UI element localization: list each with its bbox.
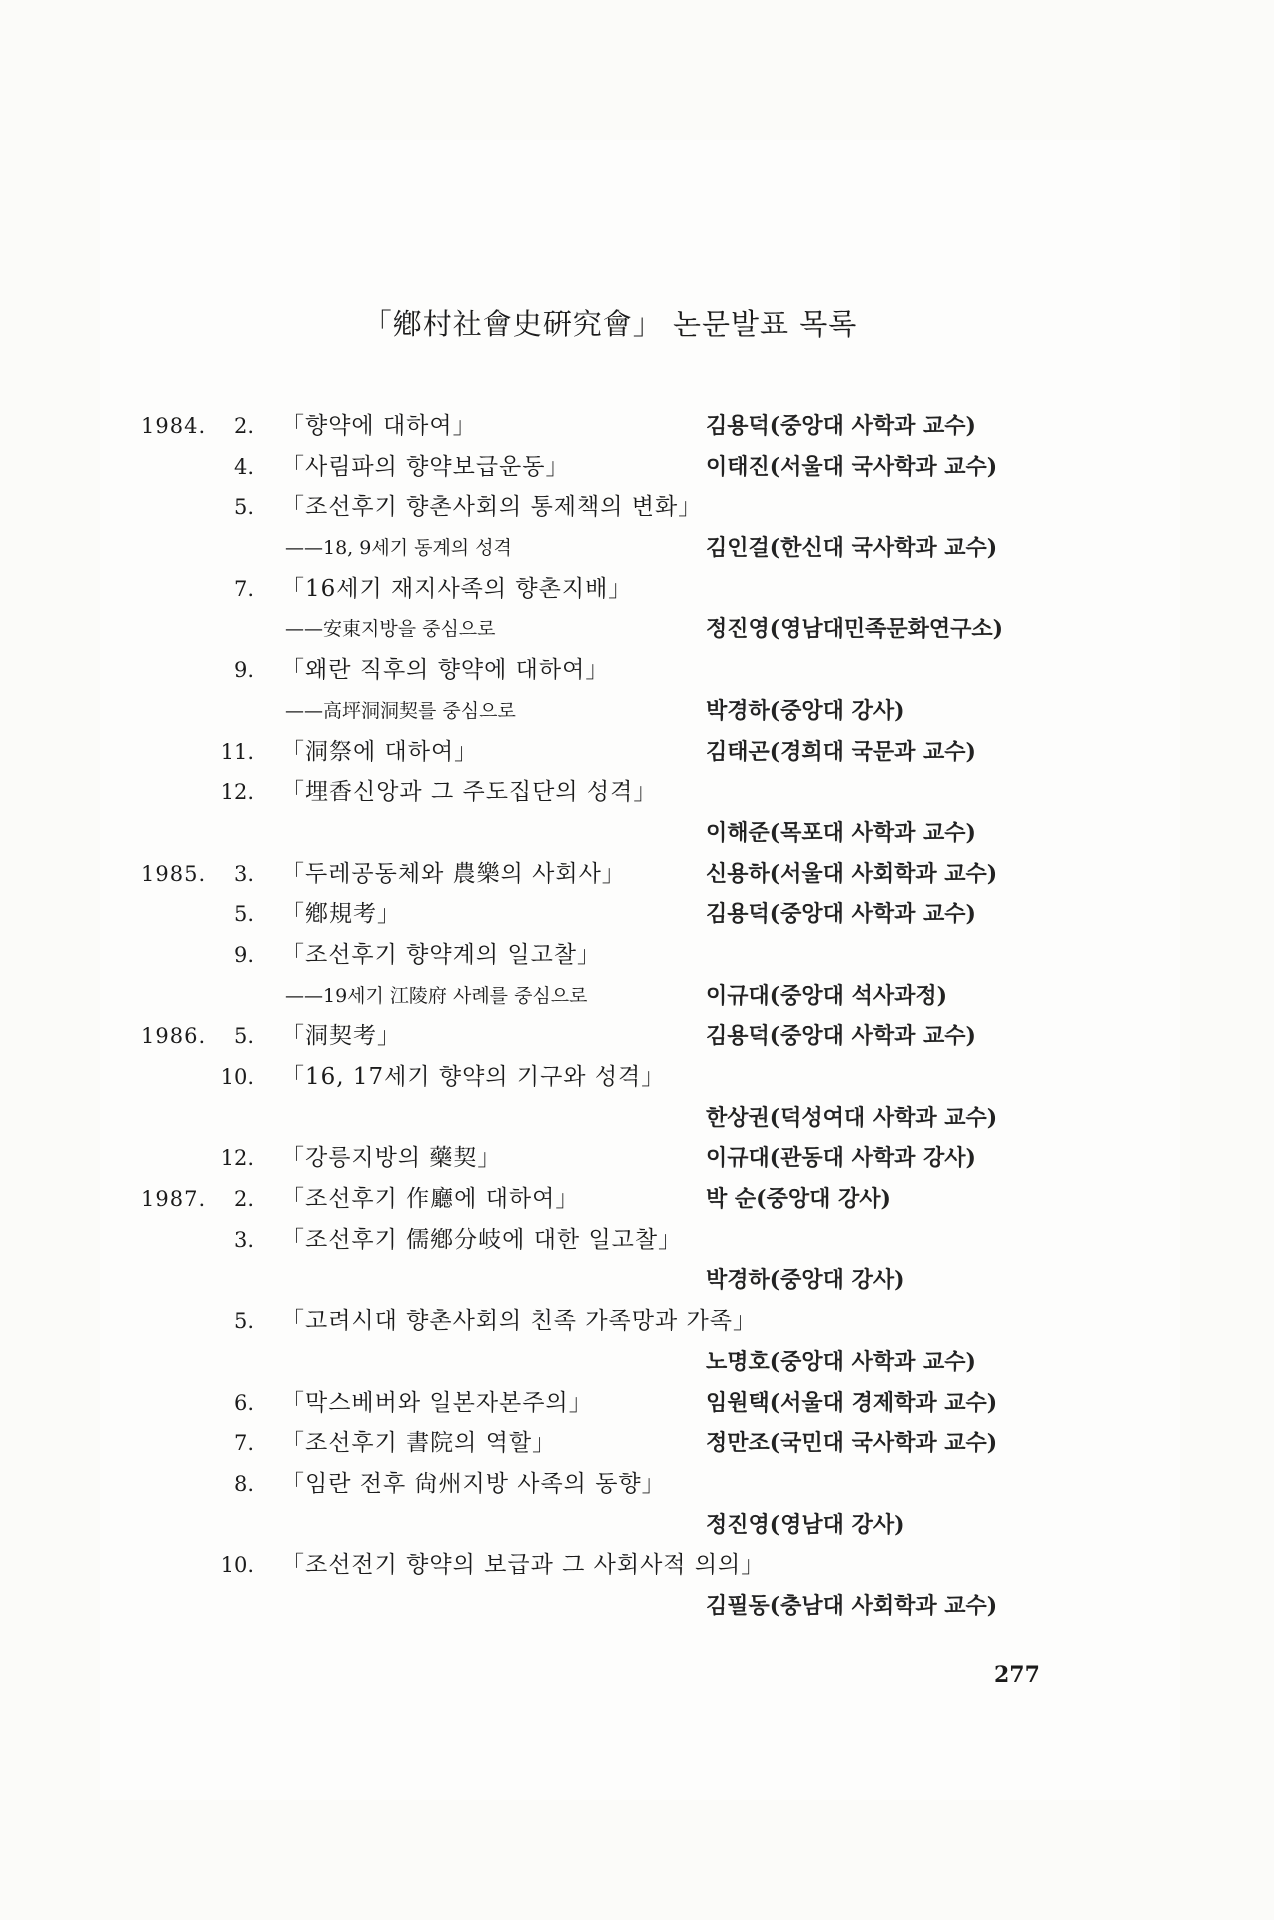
- entry-line: [0, 854, 1274, 895]
- entry-title: 「두레공동체와 農樂의 사회사」: [281, 860, 626, 887]
- publication-entry: [0, 487, 1274, 568]
- entry-title: 「조선전기 향약의 보급과 그 사회사적 의의」: [281, 1552, 766, 1579]
- publication-entry: [0, 569, 1274, 650]
- entry-month: 4.: [233, 454, 254, 479]
- entry-author: 이규대(중앙대 석사과정): [706, 982, 947, 1009]
- entry-title: 「임란 전후 尙州지방 사족의 동향」: [281, 1470, 666, 1497]
- entry-line: [0, 1098, 1274, 1139]
- entry-month: 3.: [233, 1227, 254, 1252]
- entry-line: [0, 1423, 1274, 1464]
- publication-entry: [0, 732, 1274, 773]
- publication-entry: [0, 406, 1274, 447]
- publication-entry: [0, 1383, 1274, 1424]
- entry-line: [0, 609, 1274, 650]
- publication-entry: [0, 1016, 1274, 1057]
- publication-entry: [0, 1057, 1274, 1138]
- entry-line: [0, 1179, 1274, 1220]
- entry-title: 「洞契考」: [281, 1023, 401, 1050]
- entry-title: 「16세기 재지사족의 향촌지배」: [281, 575, 633, 602]
- entry-line: [0, 1464, 1274, 1505]
- entry-month: 5.: [233, 1024, 254, 1049]
- entry-month: 5.: [233, 902, 254, 927]
- entry-month: 10.: [220, 1553, 254, 1578]
- entry-month: 5.: [233, 495, 254, 520]
- entry-title: 「洞祭에 대하여」: [281, 738, 479, 765]
- publication-entry: [0, 1464, 1274, 1545]
- entry-title: 「막스베버와 일본자본주의」: [281, 1389, 593, 1416]
- entry-month: 9.: [233, 658, 254, 683]
- entry-author: 정진영(영남대민족문화연구소): [706, 616, 1004, 643]
- entry-line: [0, 487, 1274, 528]
- entry-title: 「사림파의 향약보급운동」: [281, 453, 570, 480]
- entry-author: 정만조(국민대 국사학과 교수): [706, 1430, 998, 1457]
- entry-line: [0, 1505, 1274, 1546]
- publication-entry: [0, 447, 1274, 488]
- publication-entry: [0, 772, 1274, 853]
- entry-author: 이해준(목포대 사학과 교수): [706, 819, 976, 846]
- entry-month: 6.: [233, 1390, 254, 1415]
- entry-line: [0, 1301, 1274, 1342]
- entry-author: 김태곤(경희대 국문과 교수): [706, 738, 976, 765]
- entry-title: 「鄕規考」: [281, 901, 401, 928]
- entry-line: [0, 1016, 1274, 1057]
- entry-title: 「조선후기 儒鄕分岐에 대한 일고찰」: [281, 1226, 683, 1253]
- entry-author: 박 순(중앙대 강사): [706, 1186, 891, 1213]
- entry-subtitle: ——安東지방을 중심으로: [285, 618, 496, 641]
- entry-line: [0, 406, 1274, 447]
- entry-subtitle: ——19세기 江陵府 사례를 중심으로: [285, 984, 588, 1007]
- entry-line: [0, 894, 1274, 935]
- entry-line: [0, 1220, 1274, 1261]
- entry-title: 「16, 17세기 향약의 기구와 성격」: [281, 1064, 666, 1090]
- entry-month: 12.: [220, 780, 254, 805]
- entry-author: 임원택(서울대 경제학과 교수): [706, 1389, 998, 1416]
- entry-title: 「조선후기 향약계의 일고찰」: [281, 941, 602, 968]
- entry-line: [0, 1586, 1274, 1627]
- entry-line: [0, 813, 1274, 854]
- entry-line: [0, 732, 1274, 773]
- entry-year: 1984.: [141, 414, 207, 438]
- publication-entry: [0, 894, 1274, 935]
- entry-author: 김필동(충남대 사회학과 교수): [706, 1592, 998, 1619]
- entry-title: 「조선후기 향촌사회의 통제책의 변화」: [281, 494, 703, 521]
- publication-entry: [0, 1220, 1274, 1301]
- entry-month: 2.: [233, 1187, 254, 1212]
- entry-year: 1986.: [141, 1024, 207, 1049]
- entry-line: [0, 1057, 1274, 1098]
- entry-author: 노명호(중앙대 사학과 교수): [706, 1348, 976, 1375]
- entry-subtitle: ——18, 9세기 동계의 성격: [285, 537, 512, 560]
- publication-entry: [0, 650, 1274, 731]
- entry-year: 1987.: [141, 1187, 207, 1212]
- entry-author: 박경하(중앙대 강사): [706, 1267, 905, 1294]
- entry-line: [0, 976, 1274, 1017]
- entry-line: [0, 1138, 1274, 1179]
- entry-month: 5.: [233, 1309, 254, 1334]
- publication-entry: [0, 1423, 1274, 1464]
- page-title: 「鄕村社會史硏究會」 논문발표 목록: [362, 307, 858, 341]
- entry-month: 7.: [233, 1431, 254, 1456]
- entry-author: 김용덕(중앙대 사학과 교수): [706, 413, 976, 439]
- entry-month: 8.: [233, 1471, 254, 1496]
- publication-entry: [0, 1138, 1274, 1179]
- entry-author: 신용하(서울대 사회학과 교수): [706, 860, 998, 887]
- entry-author: 한상권(덕성여대 사학과 교수): [706, 1104, 998, 1131]
- entry-month: 2.: [233, 414, 254, 438]
- entry-line: [0, 772, 1274, 813]
- entry-title: 「고려시대 향촌사회의 친족 가족망과 가족」: [281, 1308, 757, 1335]
- entry-author: 김용덕(중앙대 사학과 교수): [706, 901, 976, 928]
- entry-subtitle: ——高坪洞洞契를 중심으로: [285, 699, 516, 722]
- entry-month: 12.: [220, 1146, 254, 1171]
- presentation-list: [0, 406, 1274, 1627]
- entry-author: 김용덕(중앙대 사학과 교수): [706, 1023, 976, 1050]
- publication-entry: [0, 1545, 1274, 1626]
- entry-title: 「왜란 직후의 향약에 대하여」: [281, 657, 610, 684]
- entry-month: 7.: [233, 576, 254, 601]
- entry-title: 「조선후기 作廳에 대하여」: [281, 1186, 580, 1213]
- entry-author: 이규대(관동대 사학과 강사): [706, 1145, 976, 1172]
- entry-month: 9.: [233, 942, 254, 967]
- entry-title: 「조선후기 書院의 역할」: [281, 1430, 557, 1457]
- entry-author: 김인걸(한신대 국사학과 교수): [706, 535, 998, 562]
- publication-entry: [0, 854, 1274, 895]
- entry-line: [0, 935, 1274, 976]
- entry-author: 정진영(영남대 강사): [706, 1511, 905, 1538]
- entry-line: [0, 1260, 1274, 1301]
- entry-title: 「향약에 대하여」: [281, 413, 477, 439]
- entry-line: [0, 1383, 1274, 1424]
- entry-line: [0, 691, 1274, 732]
- publication-entry: [0, 1179, 1274, 1220]
- entry-year: 1985.: [141, 861, 207, 886]
- entry-line: [0, 1545, 1274, 1586]
- publication-entry: [0, 1301, 1274, 1382]
- publication-entry: [0, 935, 1274, 1016]
- entry-month: 10.: [220, 1065, 254, 1089]
- entry-line: [0, 528, 1274, 569]
- entry-title: 「埋香신앙과 그 주도집단의 성격」: [281, 779, 658, 806]
- entry-line: [0, 650, 1274, 691]
- entry-author: 이태진(서울대 국사학과 교수): [706, 453, 998, 480]
- entry-title: 「강릉지방의 藥契」: [281, 1145, 502, 1172]
- entry-line: [0, 1342, 1274, 1383]
- page-number: 277: [994, 1662, 1040, 1688]
- entry-author: 박경하(중앙대 강사): [706, 697, 905, 724]
- entry-line: [0, 447, 1274, 488]
- entry-month: 3.: [233, 861, 254, 886]
- entry-line: [0, 569, 1274, 610]
- entry-month: 11.: [220, 739, 254, 764]
